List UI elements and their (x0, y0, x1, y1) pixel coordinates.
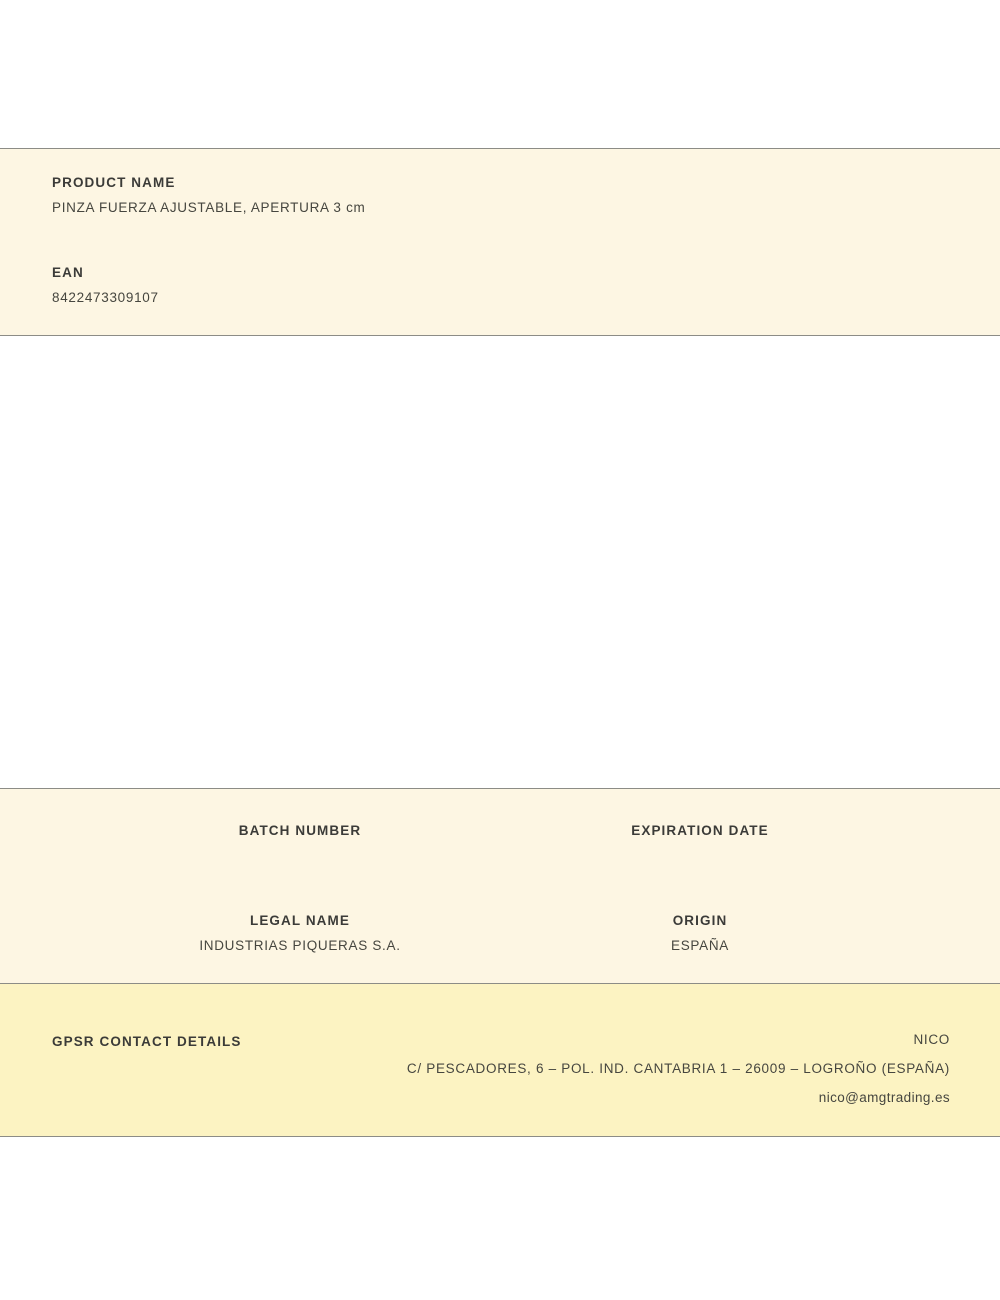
gpsr-contact-block (407, 1032, 950, 1105)
batch-number-field (100, 823, 500, 864)
gpsr-contact-email[interactable]: nico@amgtrading.es (818, 1090, 950, 1105)
batch-number-label: BATCH NUMBER (238, 823, 362, 838)
origin-label: ORIGIN (672, 913, 728, 928)
traceability-panel (0, 788, 1000, 984)
gpsr-contact-details-label: GPSR CONTACT DETAILS (52, 1034, 242, 1049)
batch-number-value (100, 848, 500, 864)
legal-name-label: LEGAL NAME (249, 913, 350, 928)
gpsr-contact-address: C/ PESCADORES, 6 – POL. IND. CANTABRIA 1 – 26009 – LOGROÑO (ESPAÑA) (406, 1061, 950, 1076)
expiration-date-value (500, 848, 900, 864)
ean-field (52, 265, 159, 305)
product-name-value: PINZA FUERZA AJUSTABLE, APERTURA 3 cm (52, 200, 366, 215)
blank-content-area (0, 336, 1000, 788)
legal-name-field (100, 913, 500, 954)
origin-value: ESPAÑA (671, 938, 729, 953)
origin-field (500, 913, 900, 954)
product-name-field (52, 175, 365, 215)
expiration-date-label: EXPIRATION DATE (631, 823, 769, 838)
ean-label: EAN (52, 265, 84, 280)
ean-value: 8422473309107 (52, 290, 159, 305)
gpsr-contact-name: NICO (913, 1032, 950, 1047)
product-name-label: PRODUCT NAME (52, 175, 176, 190)
traceability-grid (0, 789, 1000, 983)
identification-panel (0, 148, 1000, 336)
expiration-date-field (500, 823, 900, 864)
legal-name-value: INDUSTRIAS PIQUERAS S.A. (199, 938, 401, 953)
gpsr-contact-panel (0, 984, 1000, 1137)
